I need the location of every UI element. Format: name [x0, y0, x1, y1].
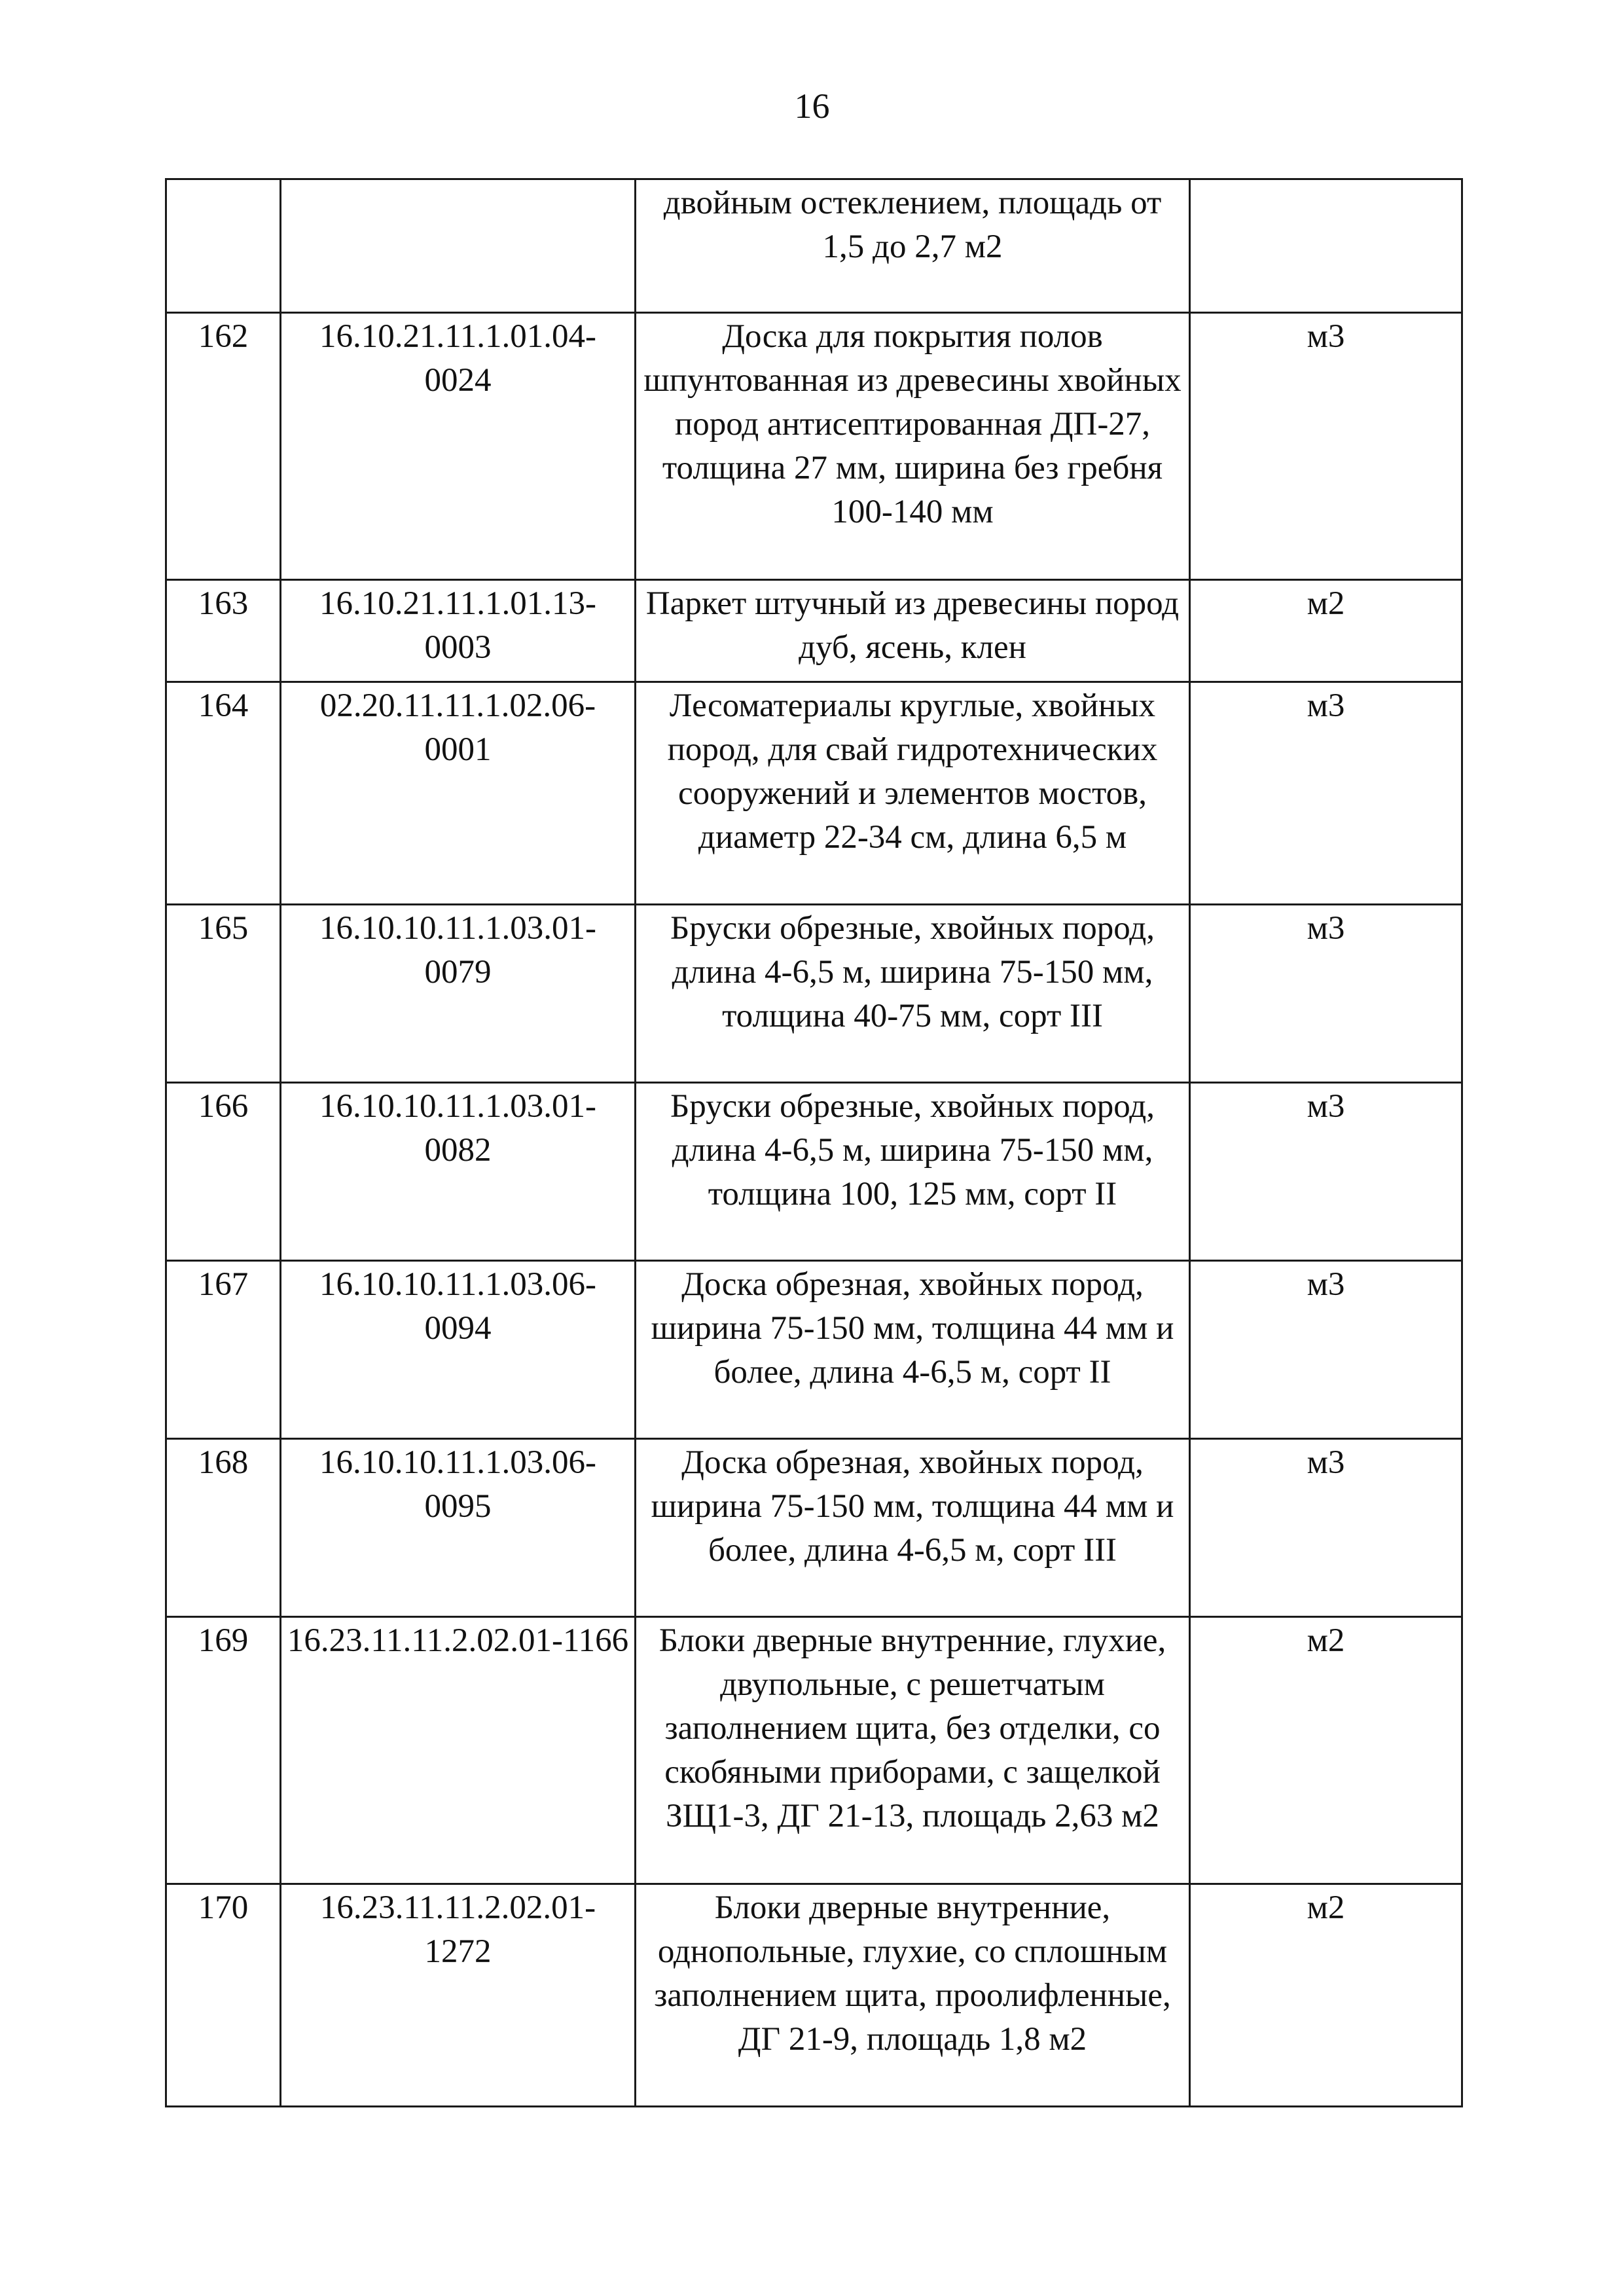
row-number: 170 [166, 1884, 281, 2107]
row-number: 167 [166, 1261, 281, 1439]
resource-description: Доска обрезная, хвойных пород, ширина 75-150 мм, толщина 44 мм и более, длина 4-6,5 м, сорт III [636, 1439, 1190, 1617]
resource-code: 16.23.11.11.2.02.01-1166 [281, 1617, 636, 1884]
table-row [166, 313, 1462, 580]
resource-description: Блоки дверные внутренние, однопольные, глухие, со сплошным заполнением щита, проолифленные, ДГ 21-9, площадь 1,8 м2 [636, 1884, 1190, 2107]
row-number: 165 [166, 905, 281, 1083]
resource-description: двойным остеклением, площадь от 1,5 до 2,7 м2 [636, 179, 1190, 313]
row-number: 169 [166, 1617, 281, 1884]
row-number: 162 [166, 313, 281, 580]
resource-code: 02.20.11.11.1.02.06-0001 [281, 682, 636, 905]
row-number: 164 [166, 682, 281, 905]
unit-of-measure: м2 [1190, 1884, 1462, 2107]
table-row [166, 1261, 1462, 1439]
resource-code [281, 179, 636, 313]
resource-code: 16.10.21.11.1.01.04-0024 [281, 313, 636, 580]
page-number: 16 [794, 86, 830, 126]
resource-code: 16.10.21.11.1.01.13-0003 [281, 580, 636, 682]
resource-code: 16.10.10.11.1.03.01-0082 [281, 1083, 636, 1261]
materials-table [165, 178, 1463, 2107]
resource-code: 16.10.10.11.1.03.06-0094 [281, 1261, 636, 1439]
unit-of-measure: м3 [1190, 313, 1462, 580]
resource-code: 16.23.11.11.2.02.01-1272 [281, 1884, 636, 2107]
unit-of-measure: м3 [1190, 1261, 1462, 1439]
table-row [166, 1617, 1462, 1884]
table-row [166, 682, 1462, 905]
resource-description: Паркет штучный из древесины пород дуб, ясень, клен [636, 580, 1190, 682]
unit-of-measure: м3 [1190, 905, 1462, 1083]
table-row [166, 1439, 1462, 1617]
resource-description: Доска обрезная, хвойных пород, ширина 75-150 мм, толщина 44 мм и более, длина 4-6,5 м, сорт II [636, 1261, 1190, 1439]
unit-of-measure: м3 [1190, 1439, 1462, 1617]
table-row [166, 580, 1462, 682]
unit-of-measure: м2 [1190, 1617, 1462, 1884]
row-number: 166 [166, 1083, 281, 1261]
resource-description: Лесоматериалы круглые, хвойных пород, для свай гидротехнических сооружений и элементов мостов, диаметр 22-34 см, длина 6,5 м [636, 682, 1190, 905]
row-number [166, 179, 281, 313]
unit-of-measure: м3 [1190, 682, 1462, 905]
unit-of-measure: м3 [1190, 1083, 1462, 1261]
table-row [166, 1083, 1462, 1261]
row-number: 168 [166, 1439, 281, 1617]
table-row [166, 905, 1462, 1083]
resource-code: 16.10.10.11.1.03.06-0095 [281, 1439, 636, 1617]
table-row [166, 179, 1462, 313]
resource-description: Доска для покрытия полов шпунтованная из древесины хвойных пород антисептированная ДП-27, толщина 27 мм, ширина без гребня 100-140 мм [636, 313, 1190, 580]
unit-of-measure [1190, 179, 1462, 313]
resource-description: Бруски обрезные, хвойных пород, длина 4-6,5 м, ширина 75-150 мм, толщина 100, 125 мм, сорт II [636, 1083, 1190, 1261]
unit-of-measure: м2 [1190, 580, 1462, 682]
resource-description: Блоки дверные внутренние, глухие, двупольные, с решетчатым заполнением щита, без отделки, со скобяными приборами, с защелкой ЗЩ1-3, ДГ 21-13, площадь 2,63 м2 [636, 1617, 1190, 1884]
resource-description: Бруски обрезные, хвойных пород, длина 4-6,5 м, ширина 75-150 мм, толщина 40-75 мм, сорт III [636, 905, 1190, 1083]
table-row [166, 1884, 1462, 2107]
resource-code: 16.10.10.11.1.03.01-0079 [281, 905, 636, 1083]
row-number: 163 [166, 580, 281, 682]
